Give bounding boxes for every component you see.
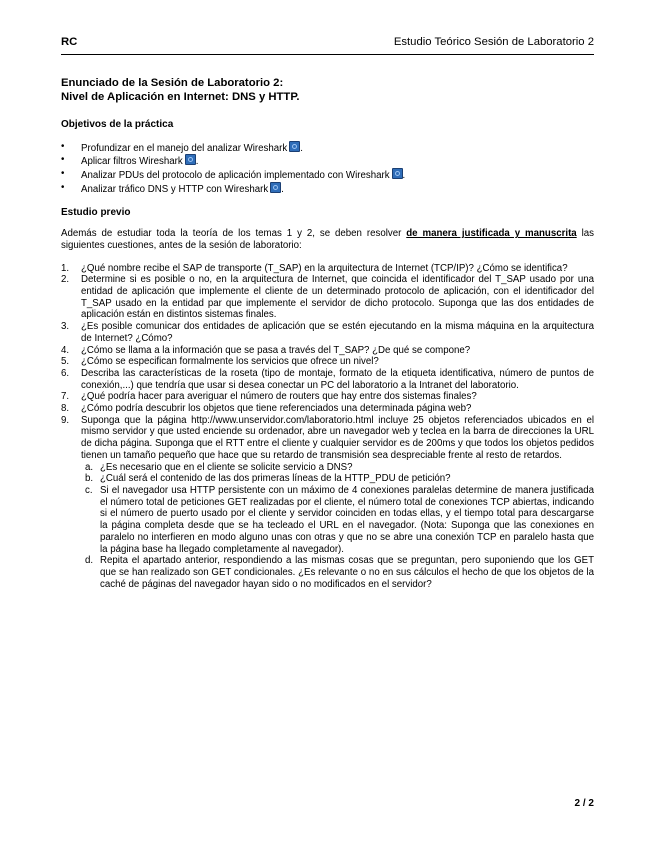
question-item: [61, 263, 594, 275]
bullet-icon: •: [61, 140, 65, 152]
question-text: Suponga que la página http://www.unservidor.com/laboratorio.html incluye 25 objetos referenciados ubicados en el mismo servidor y que usted enciende su ordenador, abre un navegador web y teclea en la barra de direcciones la URL de dicha página. Suponga que el RTT entre el cliente y cualquier servidor es de 200ms y que todos los objetos pedidos tienen un tamaño pequeño que hace que su retardo de transmisión sea despreciable frente al resto de retardos.: [81, 414, 594, 461]
question-text: ¿Es posible comunicar dos entidades de aplicación que se estén ejecutando en la misma máquina en la arquitectura de Internet? ¿Cómo?: [81, 321, 594, 344]
subquestion-letter: d.: [85, 555, 94, 567]
intro-text: Además de estudiar toda la teoría de los temas 1 y 2, se deben resolver: [61, 228, 407, 240]
page-number: 2 / 2: [574, 798, 594, 809]
question-item: [61, 403, 594, 415]
bullet-icon: •: [61, 168, 65, 180]
subquestions-list: [81, 462, 594, 591]
title-line-2: Nivel de Aplicación en Internet: DNS y HTTP.: [61, 90, 300, 103]
objective-item: [61, 141, 594, 155]
question-text: ¿Cómo se llama a la información que se pasa a través del T_SAP? ¿De qué se compone?: [81, 344, 471, 356]
wireshark-doc-icon[interactable]: [289, 141, 300, 152]
question-number: 4.: [61, 344, 70, 356]
subquestion-letter: a.: [85, 461, 94, 473]
subquestion-item: [81, 485, 594, 555]
question-number: 7.: [61, 391, 70, 403]
wireshark-doc-icon[interactable]: [392, 168, 403, 179]
objective-punct: .: [402, 170, 406, 182]
objective-text: Analizar tráfico DNS y HTTP con Wireshark: [81, 183, 269, 195]
question-number: 5.: [61, 356, 70, 368]
question-item: [61, 391, 594, 403]
question-text: ¿Qué nombre recibe el SAP de transporte (T_SAP) en la arquitectura de Internet (TCP/IP)? ¿Cómo se identifica?: [81, 262, 568, 274]
question-text: Describa las características de la roseta (tipo de montaje, formato de la etiqueta identificativa, número de puntos de conexión,...) que tendría que usar si desea conectar un PC del laboratorio a la Intranet del laboratorio.: [81, 367, 594, 391]
objective-text: Analizar PDUs del protocolo de aplicación implementado con Wireshark: [81, 170, 390, 182]
subquestion-item: [81, 473, 594, 485]
subquestion-item: [81, 555, 594, 590]
question-text: Determine si es posible o no, en la arquitectura de Internet, que coincida el identificador del T_SAP usado por una entidad de aplicación que implemente el cliente de un determinado protocolo de aplicación, con el identificador del T_SAP usado en la entidad par que implemente el servidor de dicho protocolo. Suponga que las dos entidades de aplicación están en distintos sistemas finales.: [81, 274, 594, 321]
question-text: ¿Cómo se especifican formalmente los servicios que ofrece un nivel?: [81, 356, 379, 368]
title-line-1: Enunciado de la Sesión de Laboratorio 2:: [61, 77, 284, 89]
subquestion-text: ¿Es necesario que en el cliente se solicite servicio a DNS?: [100, 461, 353, 473]
objective-item: [61, 154, 594, 168]
question-number: 2.: [61, 274, 70, 286]
intro-text-end: las siguientes cuestiones, antes de la sesión de laboratorio:: [61, 228, 595, 251]
question-number: 8.: [61, 403, 70, 415]
subquestion-item: [81, 462, 594, 474]
question-item: [61, 274, 594, 321]
question-item: [61, 345, 594, 357]
header-divider: [61, 54, 594, 55]
wireshark-doc-icon[interactable]: [185, 154, 196, 165]
wireshark-doc-icon[interactable]: [270, 182, 281, 193]
study-intro: [61, 228, 594, 251]
question-item: [61, 368, 594, 391]
question-number: 3.: [61, 321, 70, 333]
questions-list: [61, 263, 594, 591]
bullet-icon: •: [61, 181, 65, 193]
subquestion-letter: c.: [85, 484, 93, 496]
document-body: [61, 77, 594, 590]
subquestion-letter: b.: [85, 473, 94, 485]
page-header: [61, 36, 594, 52]
objectives-list: [61, 141, 594, 196]
objective-item: [61, 168, 594, 182]
objectives-heading: Objetivos de la práctica: [61, 119, 174, 130]
intro-emphasis: de manera justificada y manuscrita: [406, 228, 577, 240]
objective-text: Profundizar en el manejo del analizar Wireshark: [81, 142, 288, 154]
question-item: [61, 415, 594, 591]
objective-punct: .: [300, 142, 303, 154]
question-number: 1.: [61, 262, 70, 274]
question-item: [61, 356, 594, 368]
header-course: RC: [61, 36, 78, 48]
study-heading: Estudio previo: [61, 206, 131, 218]
question-number: 9.: [61, 414, 70, 426]
objective-item: [61, 182, 594, 196]
question-number: 6.: [61, 367, 70, 379]
document-title: [61, 77, 594, 104]
question-item: [61, 321, 594, 344]
objective-punct: .: [281, 183, 284, 195]
question-text: ¿Qué podría hacer para averiguar el número de routers que hay entre dos sistemas finales?: [81, 391, 477, 403]
header-title: Estudio Teórico Sesión de Laboratorio 2: [393, 36, 594, 48]
objective-text: Aplicar filtros Wireshark: [81, 156, 183, 168]
objective-punct: .: [195, 156, 199, 168]
question-text: ¿Cómo podría descubrir los objetos que tiene referenciados una determinada página web?: [81, 403, 472, 415]
bullet-icon: •: [61, 154, 65, 166]
subquestion-text: ¿Cuál será el contenido de las dos primeras líneas de la HTTP_PDU de petición?: [100, 473, 451, 485]
subquestion-text: Si el navegador usa HTTP persistente con un máximo de 4 conexiones paralelas determine de manera justificada el número total de peticiones GET realizadas por el cliente, el número total de conexiones TCP abiertas, indicando si el número de puerto usado por el cliente y servidor coinciden en todas ellas, y el tiempo total para descargarse la página completa desde que se ha tecleado el URL en el navegador. (Nota: Suponga que las conexiones en paralelo no interfieren en modo alguno unas con otras y que no se abre una conexión TCP en paralelo hasta que la página base ha llegado completamente al navegador).: [100, 484, 594, 555]
subquestion-text: Repita el apartado anterior, respondiendo a las mismas cosas que se preguntan, pero suponiendo que los GET que se han realizado son GET condicionales. ¿Es relevante o no en sus cálculos el hecho de que los objetos de la caché de páginas del navegador hayan sido o no modificados en el servidor?: [100, 555, 594, 590]
